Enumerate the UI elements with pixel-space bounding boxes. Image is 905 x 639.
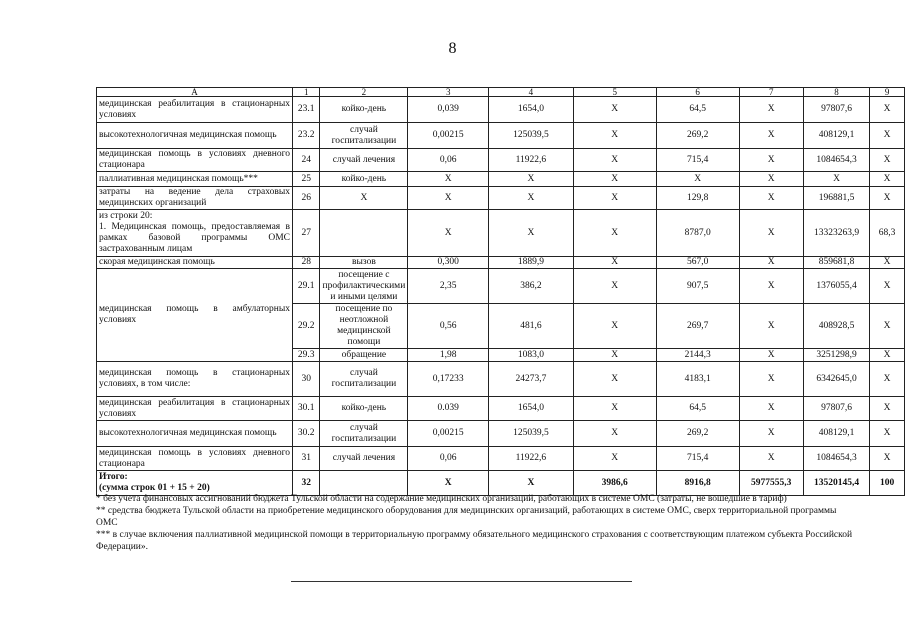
row-label — [97, 471, 293, 496]
footnotes — [96, 493, 856, 553]
row-unit: койко-день — [320, 397, 408, 421]
table-row — [97, 421, 905, 447]
cell-col4: X — [489, 210, 574, 257]
cell-col7: X — [739, 349, 803, 362]
row-label: паллиативная медицинская помощь*** — [97, 172, 293, 187]
cell-col5: X — [573, 421, 656, 447]
cell-col3: 0,00215 — [408, 123, 489, 149]
table-row — [97, 97, 905, 123]
cell-col6: 715,4 — [656, 149, 739, 172]
cell-col6: 8916,8 — [656, 471, 739, 496]
row-unit: койко-день — [320, 97, 408, 123]
cell-col5: X — [573, 304, 656, 349]
cell-col6: 64,5 — [656, 397, 739, 421]
cell-col5: X — [573, 349, 656, 362]
cell-col3: X — [408, 172, 489, 187]
row-code: 29.1 — [293, 269, 320, 304]
table-row — [97, 447, 905, 471]
header-cell: 3 — [408, 88, 489, 97]
cell-col4: 11922,6 — [489, 149, 574, 172]
cell-col9: X — [870, 257, 905, 269]
row-code: 27 — [293, 210, 320, 257]
row-code: 30 — [293, 362, 320, 397]
row-unit: X — [320, 187, 408, 210]
cell-col3: 0,17233 — [408, 362, 489, 397]
cell-col5: X — [573, 97, 656, 123]
cell-col6: 64,5 — [656, 97, 739, 123]
cell-col5: X — [573, 362, 656, 397]
cell-col9: X — [870, 97, 905, 123]
row-label: медицинская реабилитация в стационарных условиях — [97, 97, 293, 123]
row-label — [97, 210, 293, 257]
cell-col5: X — [573, 397, 656, 421]
cell-col3: X — [408, 187, 489, 210]
cell-col6: X — [656, 172, 739, 187]
row-unit: случай госпитализации — [320, 123, 408, 149]
cell-col4: X — [489, 187, 574, 210]
cell-col7: X — [739, 97, 803, 123]
cell-col7: X — [739, 397, 803, 421]
cell-col8: 13520145,4 — [803, 471, 869, 496]
row-unit: обращение — [320, 349, 408, 362]
table-row — [97, 123, 905, 149]
row-code: 23.2 — [293, 123, 320, 149]
header-cell: 6 — [656, 88, 739, 97]
header-cell: 1 — [293, 88, 320, 97]
cell-col8: 1084654,3 — [803, 149, 869, 172]
cell-col9: X — [870, 397, 905, 421]
table-row — [97, 210, 905, 257]
cell-col5: X — [573, 257, 656, 269]
cell-col7: X — [739, 421, 803, 447]
footnote-1: * без учета финансовых ассигнований бюджета Тульской области на содержание медицинских организаций, работающих в системе ОМС (затраты, не вошедшие в тариф) — [96, 494, 787, 504]
total-label-heading: Итого: — [99, 472, 128, 482]
row-label: медицинская помощь в условиях дневного стационара — [97, 149, 293, 172]
cell-col8: 408129,1 — [803, 123, 869, 149]
header-cell: 5 — [573, 88, 656, 97]
row-code: 25 — [293, 172, 320, 187]
header-cell: 4 — [489, 88, 574, 97]
row-label-text: 1. Медицинская помощь, предоставляемая в рамках базовой программы ОМС застрахованным лицам — [99, 222, 290, 254]
row-label: скорая медицинская помощь — [97, 257, 293, 269]
cell-col6: 567,0 — [656, 257, 739, 269]
row-label: затраты на ведение дела страховых медицинских организаций — [97, 187, 293, 210]
row-unit: посещение по неотложной медицинской помощи — [320, 304, 408, 349]
row-unit — [320, 471, 408, 496]
row-code: 24 — [293, 149, 320, 172]
cell-col4: 1654,0 — [489, 397, 574, 421]
table-row — [97, 269, 905, 304]
cell-col3: 0,300 — [408, 257, 489, 269]
row-code: 29.2 — [293, 304, 320, 349]
cell-col8: 6342645,0 — [803, 362, 869, 397]
total-label-text: (сумма строк 01 + 15 + 20) — [99, 483, 210, 493]
row-code: 23.1 — [293, 97, 320, 123]
table-row — [97, 172, 905, 187]
cell-col5: 3986,6 — [573, 471, 656, 496]
cell-col6: 907,5 — [656, 269, 739, 304]
cell-col9: X — [870, 187, 905, 210]
cell-col4: 125039,5 — [489, 421, 574, 447]
cell-col7: X — [739, 187, 803, 210]
cell-col4: 1654,0 — [489, 97, 574, 123]
row-code: 28 — [293, 257, 320, 269]
cell-col4: 386,2 — [489, 269, 574, 304]
closing-line — [291, 581, 632, 582]
table-row — [97, 362, 905, 397]
row-unit: случай госпитализации — [320, 421, 408, 447]
header-cell: 7 — [739, 88, 803, 97]
row-code: 30.2 — [293, 421, 320, 447]
cell-col3: 2,35 — [408, 269, 489, 304]
cell-col6: 269,2 — [656, 123, 739, 149]
header-cell: 8 — [803, 88, 869, 97]
cell-col3: 1,98 — [408, 349, 489, 362]
table-row — [97, 257, 905, 269]
row-label: медицинская помощь в амбулаторных условиях — [97, 269, 293, 362]
row-code: 29.3 — [293, 349, 320, 362]
row-unit — [320, 210, 408, 257]
cell-col3: X — [408, 471, 489, 496]
table-row — [97, 149, 905, 172]
row-code: 26 — [293, 187, 320, 210]
cell-col5: X — [573, 187, 656, 210]
cell-col9: X — [870, 349, 905, 362]
footnote-2: ** средства бюджета Тульской области на приобретение медицинского оборудования для медицинских организаций, работающих в системе ОМС, сверх территориальной программы ОМС — [96, 506, 837, 528]
cell-col9: X — [870, 269, 905, 304]
cell-col6: 2144,3 — [656, 349, 739, 362]
cell-col8: 97807,6 — [803, 97, 869, 123]
cell-col6: 715,4 — [656, 447, 739, 471]
row-unit: случай лечения — [320, 447, 408, 471]
row-label: медицинская реабилитация в стационарных условиях — [97, 397, 293, 421]
cell-col4: X — [489, 172, 574, 187]
row-code: 30.1 — [293, 397, 320, 421]
cell-col3: 0.039 — [408, 397, 489, 421]
cell-col4: 125039,5 — [489, 123, 574, 149]
header-row — [97, 88, 905, 97]
cell-col6: 8787,0 — [656, 210, 739, 257]
cell-col4: 1083,0 — [489, 349, 574, 362]
cell-col8: 13323263,9 — [803, 210, 869, 257]
cell-col3: 0,56 — [408, 304, 489, 349]
row-unit: случай лечения — [320, 149, 408, 172]
cell-col3: 0,00215 — [408, 421, 489, 447]
table-row — [97, 397, 905, 421]
cell-col6: 269,7 — [656, 304, 739, 349]
cell-col6: 129,8 — [656, 187, 739, 210]
page-number: 8 — [448, 40, 457, 57]
cell-col8: 408928,5 — [803, 304, 869, 349]
header-cell: 9 — [870, 88, 905, 97]
row-label: медицинская помощь в условиях дневного стационара — [97, 447, 293, 471]
cell-col8: 3251298,9 — [803, 349, 869, 362]
row-label: высокотехнологичная медицинская помощь — [97, 123, 293, 149]
cell-col7: X — [739, 304, 803, 349]
cell-col9: X — [870, 123, 905, 149]
row-unit: вызов — [320, 257, 408, 269]
cell-col5: X — [573, 269, 656, 304]
cell-col3: 0,039 — [408, 97, 489, 123]
cell-col4: 481,6 — [489, 304, 574, 349]
cell-col8: X — [803, 172, 869, 187]
cell-col3: 0,06 — [408, 149, 489, 172]
cell-col5: X — [573, 210, 656, 257]
cell-col7: X — [739, 172, 803, 187]
cell-col7: X — [739, 257, 803, 269]
cell-col9: X — [870, 149, 905, 172]
cell-col3: 0,06 — [408, 447, 489, 471]
table-row — [97, 187, 905, 210]
header-cell: A — [97, 88, 293, 97]
row-label-heading: из строки 20: — [99, 211, 153, 221]
footnote-3: *** в случае включения паллиативной медицинской помощи в территориальную программу обязательного медицинского страхования с соответствующим платежом субъекта Российской Федерации». — [96, 530, 853, 552]
cell-col9: X — [870, 304, 905, 349]
cell-col8: 1376055,4 — [803, 269, 869, 304]
cell-col4: 24273,7 — [489, 362, 574, 397]
row-unit: случай госпитализации — [320, 362, 408, 397]
cell-col7: X — [739, 269, 803, 304]
cell-col7: 5977555,3 — [739, 471, 803, 496]
cell-col6: 4183,1 — [656, 362, 739, 397]
cell-col7: X — [739, 123, 803, 149]
cell-col8: 1084654,3 — [803, 447, 869, 471]
cell-col4: 1889,9 — [489, 257, 574, 269]
row-unit: койко-день — [320, 172, 408, 187]
cell-col5: X — [573, 172, 656, 187]
cell-col3: X — [408, 210, 489, 257]
cell-col6: 269,2 — [656, 421, 739, 447]
cell-col5: X — [573, 447, 656, 471]
cell-col9: X — [870, 447, 905, 471]
cell-col9: X — [870, 421, 905, 447]
cell-col7: X — [739, 149, 803, 172]
cell-col5: X — [573, 123, 656, 149]
cell-col7: X — [739, 362, 803, 397]
cell-col9: X — [870, 362, 905, 397]
cell-col7: X — [739, 447, 803, 471]
cell-col8: 408129,1 — [803, 421, 869, 447]
row-unit: посещение с профилактическими и иными целями — [320, 269, 408, 304]
cell-col9: X — [870, 172, 905, 187]
row-code: 31 — [293, 447, 320, 471]
cell-col4: X — [489, 471, 574, 496]
row-label: медицинская помощь в стационарных условиях, в том числе: — [97, 362, 293, 397]
table-row-total — [97, 471, 905, 496]
row-label: высокотехнологичная медицинская помощь — [97, 421, 293, 447]
financing-table — [96, 87, 905, 496]
cell-col8: 859681,8 — [803, 257, 869, 269]
cell-col9: 68,3 — [870, 210, 905, 257]
cell-col9: 100 — [870, 471, 905, 496]
cell-col5: X — [573, 149, 656, 172]
row-code: 32 — [293, 471, 320, 496]
cell-col8: 97807,6 — [803, 397, 869, 421]
cell-col8: 196881,5 — [803, 187, 869, 210]
header-cell: 2 — [320, 88, 408, 97]
cell-col4: 11922,6 — [489, 447, 574, 471]
cell-col7: X — [739, 210, 803, 257]
